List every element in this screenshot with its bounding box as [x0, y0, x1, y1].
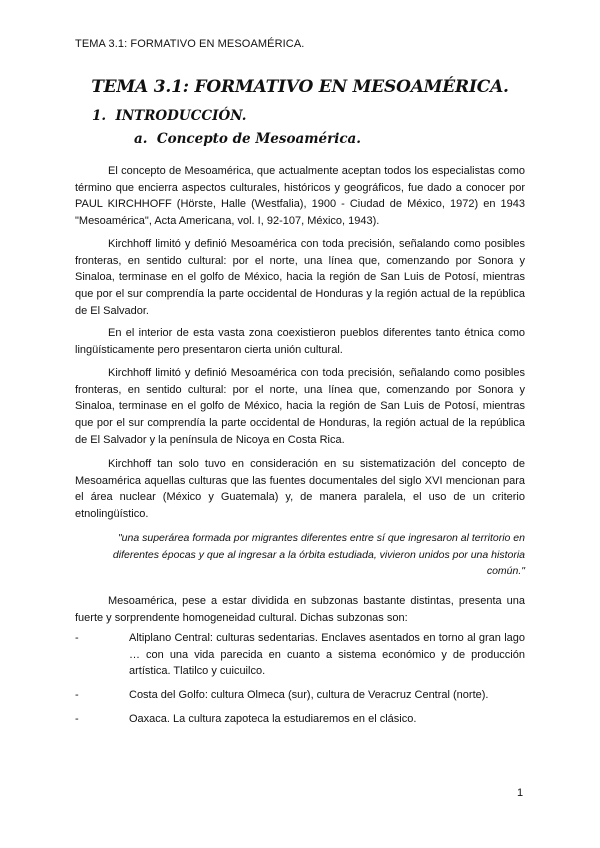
list-item-text: Costa del Golfo: cultura Olmeca (sur), cultura de Veracruz Central (norte). — [129, 689, 489, 702]
closing-paragraph: Mesoamérica, pese a estar dividida en subzonas bastante distintas, presenta una fuerte y sorprendente homogeneidad cultural. Dichas subzonas son: — [75, 595, 525, 624]
list-item-text: Altiplano Central: culturas sedentarias. Enclaves asentados en torno al gran lago … con una vida parecida en cuanto a sistema económico y de producción artística. Tlatilco y cuicuilco. — [129, 632, 525, 678]
list-item — [75, 711, 525, 728]
paragraph-1: El concepto de Mesoamérica, que actualmente aceptan todos los especialistas como término que encierra aspectos culturales, históricos y geográficos, fue dado a conocer por PAUL KIRCHHOFF (Hörste, Halle (Westfalia), 1900 - Ciudad de México, 1972) en 1943 "Mesoamérica", Acta Americana, vol. I, 92-107, México, 1943). — [75, 165, 525, 228]
list-marker: - — [75, 632, 79, 644]
paragraph-3: En el interior de esta vasta zona coexistieron pueblos diferentes tanto étnica como lingüísticamente pero presentaron cierta unión cultural. — [75, 327, 525, 356]
document-title: TEMA 3.1: FORMATIVO EN MESOAMÉRICA. — [91, 77, 509, 97]
subsection-heading — [134, 131, 361, 147]
paragraph-4: Kirchhoff limitó y definió Mesoamérica con toda precisión, señalando como posibles fronteras, en sentido cultural: por el norte, una línea que, comenzando por Sonora y Sinaloa, terminase en el golfo de México, hacia la región de San Luis de Potosí, mientras que por el sur comprendía la parte occidental de Honduras, la región actual de la república de El Salvador y la península de Nicoya en Costa Rica. — [75, 367, 525, 446]
list-marker: - — [75, 689, 79, 702]
list-item — [75, 687, 525, 704]
subsection-letter: a. — [134, 131, 148, 147]
running-header: TEMA 3.1: FORMATIVO EN MESOAMÉRICA. — [75, 38, 305, 50]
list-item — [75, 630, 525, 680]
block-quote: "una superárea formada por migrantes diferentes entre sí que ingresaron al territorio en diferentes épocas y que al ingresar a la órbita estudiada, vivieron unidos por una historia común." — [112, 532, 525, 578]
paragraph-5: Kirchhoff tan solo tuvo en consideración en su sistematización del concepto de Mesoamérica aquellas culturas que las fuentes documentales del siglo XVI mencionan para el área nuclear (México y Guatemala) y, de manera paralela, el uso de un criterio etnolingüístico. — [75, 458, 525, 521]
section-heading — [92, 108, 246, 124]
section-title: INTRODUCCIÓN. — [115, 108, 247, 124]
section-number: 1. — [92, 108, 107, 124]
subsection-title: Concepto de Mesoamérica. — [156, 131, 362, 147]
paragraph-2: Kirchhoff limitó y definió Mesoamérica con toda precisión, señalando como posibles fronteras, en sentido cultural: por el norte, una línea que, comenzando por Sonora y Sinaloa, terminase en el golfo de México, hacia la región de San Luis de Potosí, mientras que por el sur comprendía la parte occidental de Honduras y la región actual de la república de El Salvador. — [75, 238, 525, 317]
page-number: 1 — [517, 787, 524, 799]
list-item-text: Oaxaca. La cultura zapoteca la estudiaremos en el clásico. — [129, 712, 417, 725]
subzone-list — [75, 630, 525, 728]
list-marker: - — [75, 712, 79, 725]
